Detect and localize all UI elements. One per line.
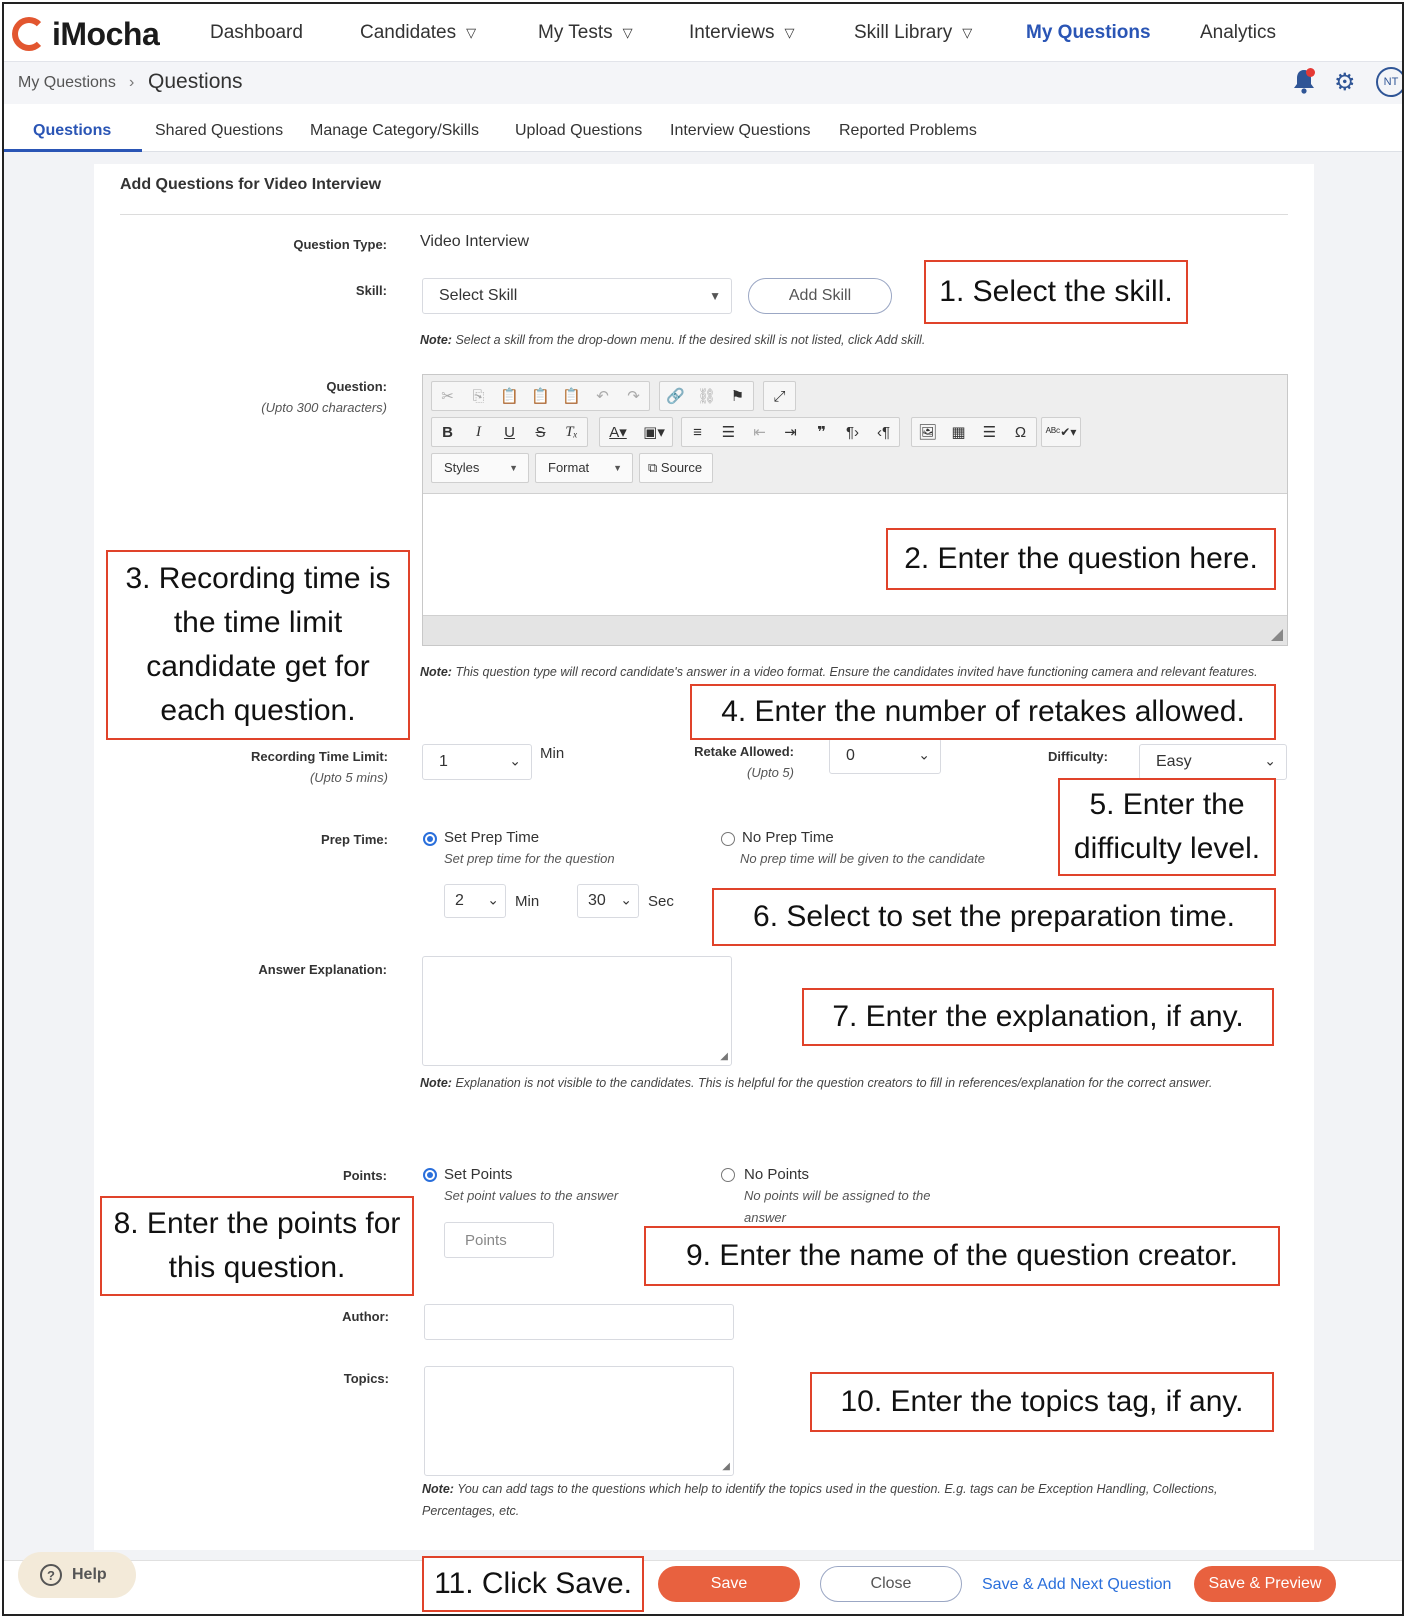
chevron-down-icon: ⌄ [1264, 752, 1276, 769]
clipboard-group [431, 381, 650, 411]
background-color-icon[interactable]: ▣▾ [643, 424, 665, 441]
link-group [659, 381, 754, 411]
resize-handle-icon[interactable] [1271, 629, 1283, 641]
topics-label: Topics: [343, 1371, 389, 1386]
breadcrumb [4, 62, 1402, 104]
logo-mark-icon [12, 17, 46, 51]
callout-difficulty: 5. Enter the difficulty level. [1058, 778, 1276, 876]
no-prep-time-sub: No prep time will be given to the candidate [740, 851, 985, 866]
skill-label: Skill: [355, 283, 387, 298]
chevron-down-icon: ⌄ [620, 891, 632, 908]
resize-grip-icon: ◢ [720, 1051, 728, 1062]
remove-format-icon[interactable]: Tₓ [565, 423, 578, 440]
callout-points: 8. Enter the points for this question. [100, 1196, 414, 1296]
dropdown-arrow-icon: ▽ [622, 24, 633, 40]
undo-icon[interactable]: ↶ [596, 388, 609, 405]
explanation-note: Note: Explanation is not visible to the candidates. This is helpful for the question creators to fill in references/explanation for the correct answer. [420, 1076, 1213, 1090]
callout-enter-question: 2. Enter the question here. [886, 528, 1276, 590]
nav-interviews[interactable]: Interviews ▽ [689, 22, 795, 43]
breadcrumb-separator: › [129, 74, 135, 91]
blockquote-icon[interactable]: ❞ [817, 424, 826, 441]
cut-icon[interactable]: ✂ [441, 388, 454, 405]
breadcrumb-parent[interactable]: My Questions [18, 74, 116, 91]
caret-down-icon: ▼ [613, 463, 622, 473]
top-navbar [4, 4, 1402, 62]
callout-topics: 10. Enter the topics tag, if any. [810, 1372, 1274, 1432]
answer-explanation-label: Answer Explanation: [258, 962, 387, 977]
question-type-value: Video Interview [420, 233, 530, 250]
active-tab-indicator [4, 149, 142, 152]
dropdown-arrow-icon: ▽ [962, 24, 973, 40]
question-note: Note: This question type will record candidate's answer in a video format. Ensure the candidates invited have functioning camera and relevant features. [420, 665, 1258, 679]
chevron-down-icon: ⌄ [918, 746, 930, 763]
list-group [681, 417, 900, 447]
text-color-icon[interactable]: A▾ [609, 424, 627, 441]
indent-icon[interactable]: ⇥ [784, 424, 797, 441]
topics-textarea[interactable] [424, 1366, 734, 1476]
retake-select[interactable]: 0 ⌄ [829, 738, 941, 774]
caret-down-icon: ▼ [509, 463, 518, 473]
set-points-label[interactable]: Set Points [444, 1166, 513, 1183]
numbered-list-icon[interactable]: ≡ [693, 423, 702, 441]
strikethrough-icon[interactable]: S [535, 423, 546, 441]
imocha-logo[interactable] [12, 14, 159, 54]
callout-select-skill: 1. Select the skill. [924, 260, 1188, 324]
resize-grip-icon: ◢ [722, 1461, 730, 1472]
outdent-icon[interactable]: ⇤ [753, 424, 766, 441]
difficulty-label: Difficulty: [1048, 749, 1108, 764]
rtl-icon[interactable]: ‹¶ [876, 423, 891, 441]
app-window [2, 2, 1404, 1616]
no-points-label[interactable]: No Points [744, 1166, 810, 1183]
tab-shared-questions[interactable]: Shared Questions [155, 122, 284, 139]
paste-text-icon[interactable]: 📋 [531, 388, 550, 405]
special-character-icon[interactable]: Ω [1014, 423, 1027, 441]
spellcheck-group [1041, 417, 1081, 447]
editor-toolbar [423, 375, 1287, 494]
question-mark-icon: ? [40, 1564, 62, 1586]
nav-my-questions[interactable]: My Questions [1026, 22, 1151, 43]
paste-word-icon[interactable]: 📋 [562, 388, 581, 405]
horizontal-rule-icon[interactable]: ☰ [982, 424, 997, 441]
redo-icon[interactable]: ↷ [627, 388, 640, 405]
rich-text-editor[interactable] [422, 374, 1288, 646]
nav-my-tests[interactable]: My Tests ▽ [538, 22, 633, 43]
set-prep-time-sub: Set prep time for the question [444, 851, 615, 866]
callout-explanation: 7. Enter the explanation, if any. [802, 988, 1274, 1046]
skill-select[interactable]: Select Skill ▼ [422, 278, 732, 314]
points-label: Points: [342, 1168, 387, 1183]
image-icon[interactable]: 🖼 [917, 424, 938, 441]
logo-text: iMocha [52, 15, 160, 52]
insert-group [911, 417, 1037, 447]
maximize-icon[interactable]: ⤢ [773, 387, 786, 405]
set-points-radio[interactable] [423, 1168, 437, 1182]
underline-icon[interactable]: U [504, 423, 515, 441]
tab-interview-questions[interactable]: Interview Questions [670, 122, 811, 139]
anchor-flag-icon[interactable]: ⚑ [730, 388, 745, 405]
set-prep-time-radio[interactable] [423, 832, 437, 846]
format-dropdown[interactable]: Format ▼ [535, 453, 633, 483]
color-group [599, 417, 673, 447]
maximize-group [763, 381, 796, 411]
chevron-down-icon: ⌄ [509, 752, 521, 769]
chevron-down-icon: ⌄ [487, 891, 499, 908]
retake-label: Retake Allowed: [694, 744, 794, 759]
tab-reported-problems[interactable]: Reported Problems [839, 122, 977, 139]
prep-seconds-unit: Sec [648, 893, 674, 910]
page-title: Questions [148, 70, 243, 93]
link-icon[interactable]: 🔗 [666, 388, 685, 405]
recording-time-label: Recording Time Limit: [251, 749, 388, 764]
format-group [431, 417, 588, 447]
callout-click-save: 11. Click Save. [422, 1556, 644, 1612]
question-label: Question: [326, 379, 387, 394]
avatar[interactable]: NT [1376, 67, 1404, 97]
prep-time-label: Prep Time: [321, 832, 388, 847]
set-prep-time-label[interactable]: Set Prep Time [444, 829, 540, 846]
prep-seconds-select[interactable]: 30 ⌄ [577, 884, 639, 918]
tab-manage-category-skills[interactable]: Manage Category/Skills [310, 122, 479, 139]
recording-time-select[interactable]: 1 ⌄ [422, 744, 532, 780]
tab-upload-questions[interactable]: Upload Questions [515, 122, 643, 139]
nav-skill-library[interactable]: Skill Library ▽ [854, 22, 973, 43]
notification-badge [1306, 68, 1315, 77]
callout-prep-time: 6. Select to set the preparation time. [712, 888, 1276, 946]
subtabs-bar [4, 104, 1402, 152]
source-icon: ⧉ [648, 460, 658, 475]
form-title: Add Questions for Video Interview [120, 176, 382, 193]
nav-candidates[interactable]: Candidates ▽ [360, 22, 477, 43]
question-sublabel: (Upto 300 characters) [261, 400, 387, 415]
source-button[interactable]: ⧉ Source [639, 453, 713, 483]
gear-icon[interactable]: ⚙ [1334, 69, 1356, 96]
close-button[interactable]: Close [820, 1566, 962, 1602]
save-preview-button[interactable]: Save & Preview [1194, 1566, 1336, 1602]
italic-icon[interactable]: I [476, 423, 481, 440]
prep-minutes-select[interactable]: 2 ⌄ [444, 884, 506, 918]
set-points-sub: Set point values to the answer [444, 1188, 619, 1203]
author-input[interactable] [424, 1304, 734, 1340]
bold-icon[interactable]: B [442, 423, 453, 441]
dropdown-arrow-icon: ▽ [466, 24, 477, 40]
save-add-next-button[interactable]: Save & Add Next Question [982, 1576, 1172, 1593]
no-points-sub: No points will be assigned to the answer [744, 1188, 931, 1225]
tab-questions[interactable]: Questions [33, 122, 112, 139]
styles-dropdown[interactable]: Styles ▼ [431, 453, 529, 483]
copy-icon[interactable]: ⎘ [472, 387, 485, 405]
spellcheck-icon[interactable]: ᴬᴮᶜ✔▾ [1045, 425, 1077, 439]
nav-analytics[interactable]: Analytics [1200, 22, 1277, 43]
no-prep-time-radio[interactable] [721, 832, 735, 846]
dropdown-arrow-icon: ▽ [784, 24, 795, 40]
save-button[interactable]: Save [658, 1566, 800, 1602]
callout-recording-time: 3. Recording time is the time limit candidate get for each question. [106, 550, 410, 740]
author-label: Author: [342, 1309, 389, 1324]
help-button[interactable]: ? Help [18, 1552, 136, 1598]
answer-explanation-textarea[interactable] [422, 956, 732, 1066]
topics-note: Note: You can add tags to the questions which help to identify the topics used in the question. E.g. tags can be Exception Handling, Collections, Percentages, etc. [422, 1482, 1218, 1518]
bulleted-list-icon[interactable]: ☰ [721, 424, 736, 441]
unlink-icon[interactable]: ⛓ [696, 388, 717, 405]
editor-statusbar [423, 615, 1287, 645]
prep-minutes-unit: Min [515, 893, 540, 910]
divider [120, 214, 1288, 215]
ltr-icon[interactable]: ¶› [845, 423, 860, 441]
nav-dashboard[interactable]: Dashboard [210, 22, 303, 43]
callout-retakes: 4. Enter the number of retakes allowed. [690, 684, 1276, 740]
points-input[interactable]: Points [444, 1222, 554, 1258]
no-prep-time-label[interactable]: No Prep Time [742, 829, 834, 846]
difficulty-select[interactable]: Easy ⌄ [1139, 744, 1287, 780]
retake-sublabel: (Upto 5) [747, 765, 794, 780]
recording-unit: Min [540, 745, 565, 762]
paste-icon[interactable]: 📋 [500, 388, 519, 405]
add-skill-button[interactable]: Add Skill [748, 278, 892, 314]
no-points-radio[interactable] [721, 1168, 735, 1182]
callout-author: 9. Enter the name of the question creator. [644, 1226, 1280, 1286]
caret-down-icon: ▼ [709, 289, 721, 303]
question-type-label: Question Type: [293, 237, 387, 252]
skill-note: Note: Select a skill from the drop-down menu. If the desired skill is not listed, click Add skill. [420, 333, 926, 347]
table-icon[interactable]: ▦ [951, 424, 966, 441]
recording-time-sublabel: (Upto 5 mins) [309, 770, 388, 785]
